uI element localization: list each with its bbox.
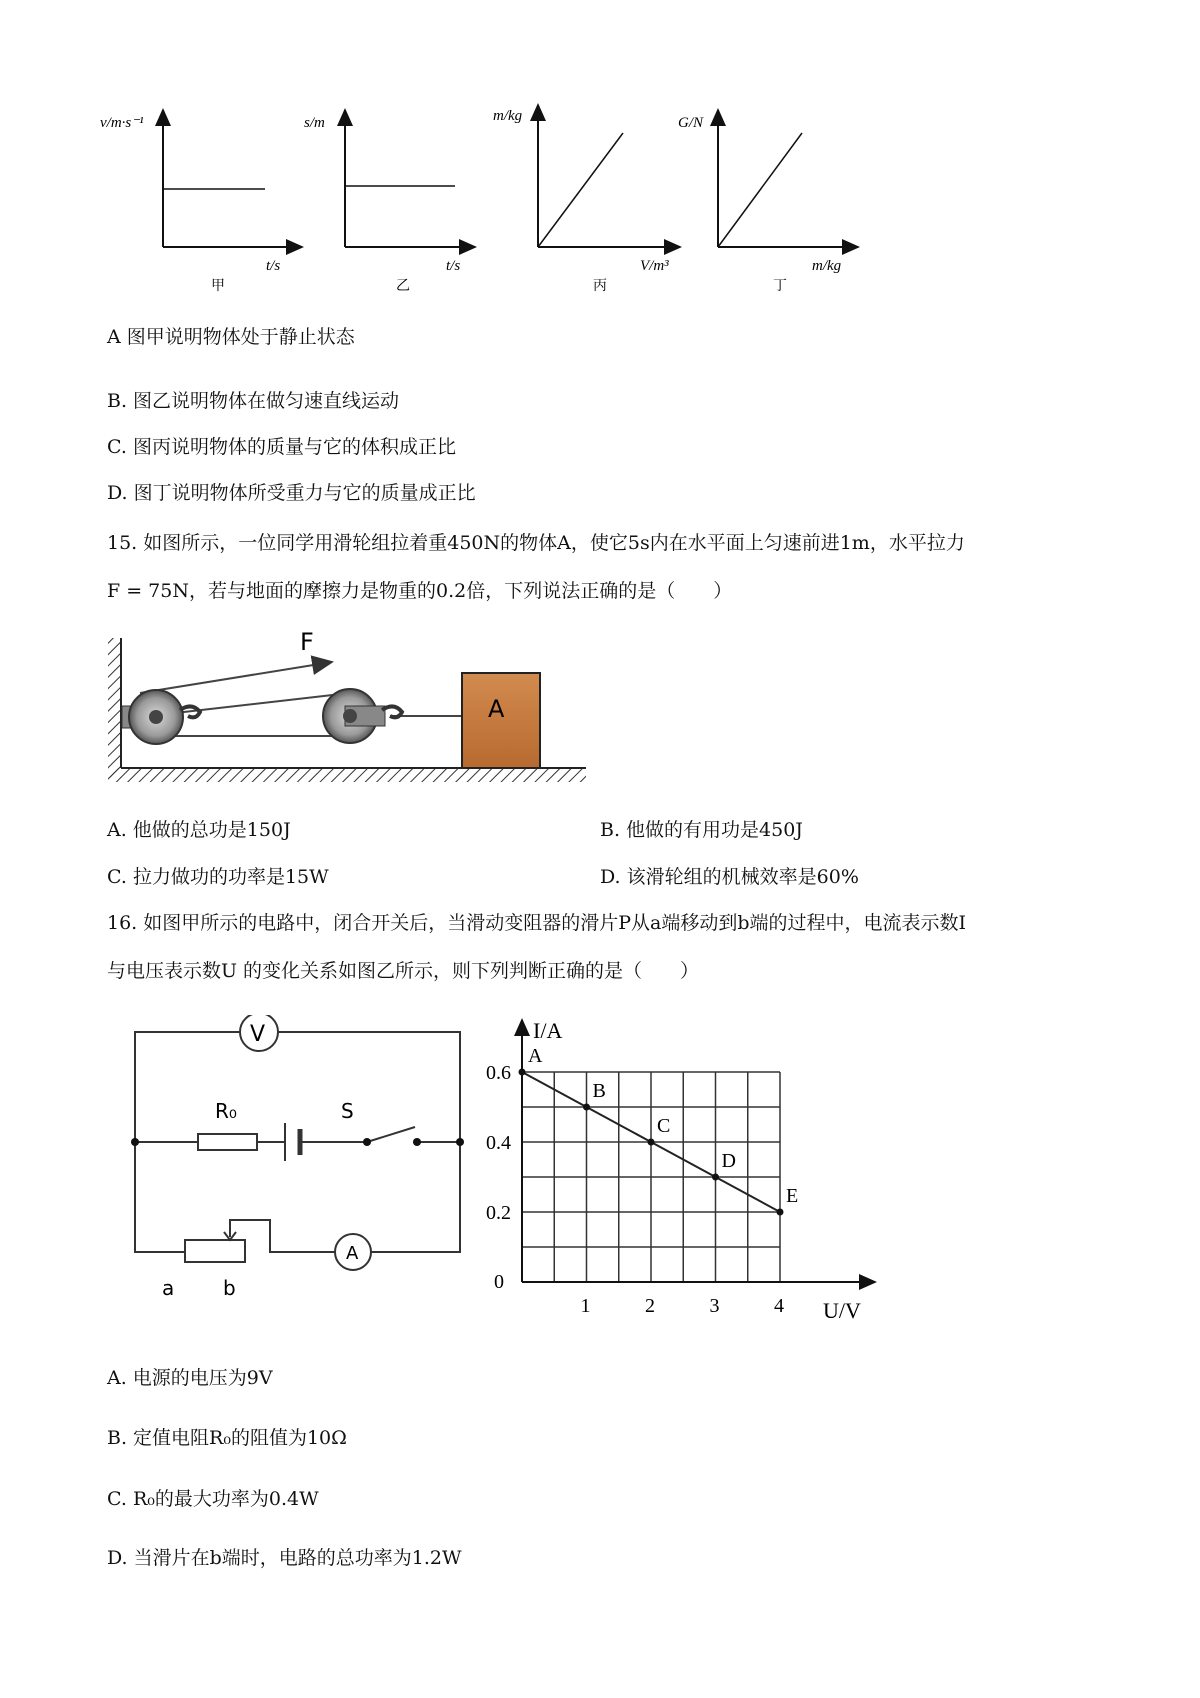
voltmeter-label: V (250, 1022, 266, 1047)
q14-option-c: C. 图丙说明物体的质量与它的体积成正比 (107, 436, 456, 458)
graph-bing (493, 105, 680, 294)
q16-stem-line1: 16. 如图甲所示的电路中，闭合开关后，当滑动变阻器的滑片P从a端移动到b端的过程中，电流表示数I (107, 912, 967, 934)
q14-graphs (90, 85, 990, 295)
graph-yi-ylabel: s/m (304, 115, 325, 131)
graph-jia-ylabel: v/m·s⁻¹ (100, 115, 144, 131)
data-point (519, 1069, 526, 1076)
rheostat-end-b: b (223, 1276, 236, 1300)
x-axis-label: U/V (823, 1298, 861, 1323)
graph-ding-xlabel: m/kg (812, 258, 842, 274)
graph-yi-caption: 乙 (396, 279, 410, 294)
graph-ding (678, 110, 858, 294)
x-tick-label: 4 (774, 1295, 784, 1317)
voltmeter (240, 1015, 278, 1051)
graph-ding-ylabel: G/N (678, 115, 704, 131)
q15-pulley-figure (100, 628, 600, 788)
x-tick-label: 3 (709, 1295, 720, 1317)
graph-yi (304, 110, 475, 294)
data-point (777, 1209, 784, 1216)
ammeter-label: A (346, 1243, 359, 1264)
q16-option-b: B. 定值电阻R₀的阻值为10Ω (107, 1427, 347, 1449)
data-point-label: C (657, 1115, 671, 1137)
q15-option-a: A. 他做的总功是150J (107, 819, 291, 841)
data-point-label: D (721, 1150, 736, 1172)
q15-stem-line1: 15. 如图所示，一位同学用滑轮组拉着重450N的物体A，使它5s内在水平面上匀速前进1m，水平拉力 (107, 532, 965, 554)
graph-bing-xlabel: V/m³ (640, 258, 669, 274)
ammeter (335, 1234, 371, 1270)
q15-stem-line2: F = 75N，若与地面的摩擦力是物重的0.2倍，下列说法正确的是（ ） (107, 580, 733, 602)
graph-bing-ylabel: m/kg (493, 108, 523, 124)
y-axis-label: I/A (533, 1018, 563, 1043)
force-label: F (300, 628, 314, 656)
chart-grid (522, 1072, 780, 1282)
wall (108, 638, 121, 778)
data-point-label: B (592, 1080, 606, 1102)
iu-chart (485, 1010, 885, 1330)
data-point (648, 1139, 655, 1146)
q15-option-d: D. 该滑轮组的机械效率是60% (600, 866, 859, 888)
data-point-label: A (528, 1045, 543, 1067)
q16-stem-line2: 与电压表示数U 的变化关系如图乙所示，则下列判断正确的是（ ） (107, 960, 700, 982)
data-point-label: E (786, 1185, 799, 1207)
graph-bing-caption: 丙 (593, 279, 607, 294)
q16-option-a: A. 电源的电压为9V (107, 1367, 273, 1389)
x-tick-label: 1 (580, 1295, 591, 1317)
graph-jia-caption: 甲 (211, 279, 225, 294)
x-tick-label: 0 (494, 1271, 504, 1293)
data-point (583, 1104, 590, 1111)
switch-label: S (341, 1099, 354, 1123)
ground (108, 768, 586, 782)
graph-jia-xlabel: t/s (266, 258, 281, 274)
q16-option-c: C. R₀的最大功率为0.4W (107, 1488, 319, 1510)
graph-yi-xlabel: t/s (446, 258, 461, 274)
moving-pulley (323, 689, 402, 743)
resistor-r0-label: R₀ (215, 1099, 237, 1123)
resistor-r0 (198, 1099, 257, 1150)
data-point (712, 1174, 719, 1181)
block-a-label: A (488, 695, 505, 723)
q15-option-c: C. 拉力做功的功率是15W (107, 866, 329, 888)
q16-option-d: D. 当滑片在b端时，电路的总功率为1.2W (107, 1547, 462, 1569)
graph-jia (100, 110, 302, 294)
y-tick-label: 0.2 (486, 1202, 511, 1224)
q14-option-d: D. 图丁说明物体所受重力与它的质量成正比 (107, 482, 476, 504)
rheostat (162, 1229, 245, 1300)
q14-option-b: B. 图乙说明物体在做匀速直线运动 (107, 390, 400, 412)
y-tick-label: 0.6 (486, 1062, 511, 1084)
y-tick-label: 0.4 (486, 1132, 511, 1154)
graph-ding-caption: 丁 (773, 279, 787, 294)
q15-option-b: B. 他做的有用功是450J (600, 819, 803, 841)
rheostat-end-a: a (162, 1276, 175, 1300)
battery (285, 1123, 300, 1161)
q14-option-a: A 图甲说明物体处于静止状态 (107, 326, 355, 348)
x-tick-label: 2 (645, 1295, 655, 1317)
q16-circuit (120, 1015, 480, 1305)
